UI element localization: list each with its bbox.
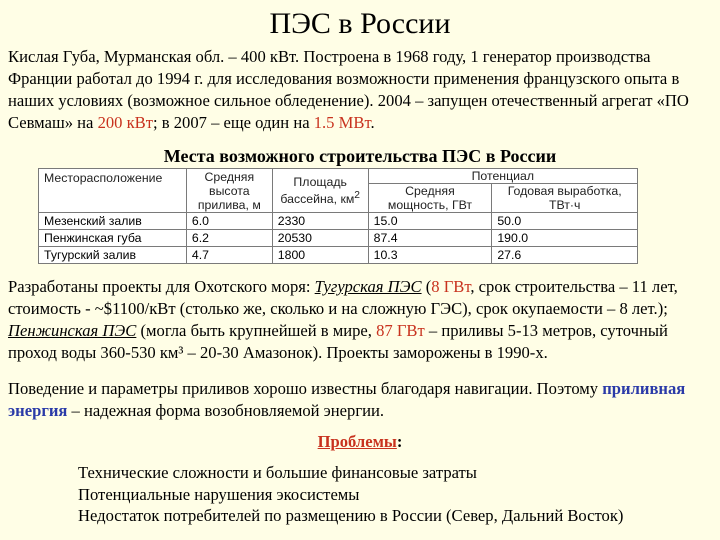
intro-value-200kw: 200 кВт [97, 113, 153, 132]
page-title: ПЭС в России [269, 7, 451, 40]
tidal-energy-term: приливная энергия [8, 379, 686, 420]
cell-height: 4.7 [186, 247, 272, 264]
penzh-power-value: 87 ГВт [376, 321, 425, 340]
okhotsk-text-2: ( [421, 277, 432, 296]
tugur-power-value: 8 ГВт [431, 277, 471, 296]
okhotsk-text-3: , срок строительства – 11 лет, стоимость - ~$1100/кВт (столько же, сколько и на сложную ГЭС), срок окупаемости – 8 лет.); [8, 277, 678, 318]
intro-text-2: ; в 2007 – еще один на [152, 113, 314, 132]
intro-paragraph [8, 46, 714, 134]
intro-text-1: Кислая Губа, Мурманская обл. – 400 кВт. Построена в 1968 году, 1 генератор производства Франции работал до 1994 г. для исследования возможности применения французского опыта в наших условиях (возможное сильное обледенение). 2004 – запущен отечественный агрегат «ПО Севмаш» на [8, 47, 689, 132]
list-item: Потенциальные нарушения экосистемы [78, 484, 360, 504]
tides-text-2: – надежная форма возобновляемой энергии. [67, 401, 385, 420]
cell-height: 6.2 [186, 230, 272, 247]
list-item: Недостаток потребителей по размещению в России (Север, Дальний Восток) [78, 506, 624, 525]
problems-label: Проблемы [317, 432, 397, 451]
cell-height: 6.0 [186, 213, 272, 230]
problems-list [78, 462, 623, 527]
sites-table [38, 168, 638, 264]
header-annual-output: Годовая выработка, ТВт·ч [492, 184, 638, 213]
problems-colon: : [396, 432, 403, 451]
okhotsk-text-5: – приливы 5-13 метров, суточный проход воды 360-530 км³ – 20-30 Амазонок). Проекты заморожены в 1990-х. [8, 321, 668, 362]
cell-power: 87.4 [368, 230, 492, 247]
list-item: Технические сложности и большие финансовые затраты [78, 463, 477, 482]
cell-power: 15.0 [368, 213, 492, 230]
header-avg-height: Средняя высота прилива, м [186, 169, 272, 213]
table-row [39, 213, 638, 230]
okhotsk-paragraph [8, 276, 714, 364]
header-location: Месторасположение [39, 169, 187, 213]
okhotsk-text-1: Разработаны проекты для Охотского моря: [8, 277, 315, 296]
cell-location: Тугурский залив [39, 247, 187, 264]
cell-output: 190.0 [492, 230, 638, 247]
cell-location: Пенжинская губа [39, 230, 187, 247]
header-area-sup: 2 [354, 189, 360, 201]
intro-value-1-5mw: 1.5 МВт [313, 113, 371, 132]
cell-area: 20530 [272, 230, 368, 247]
header-area [272, 169, 368, 213]
cell-output: 50.0 [492, 213, 638, 230]
cell-area: 1800 [272, 247, 368, 264]
cell-output: 27.6 [492, 247, 638, 264]
okhotsk-text-4: (могла быть крупнейшей в мире, [136, 321, 377, 340]
tugur-project-name: Тугурская ПЭС [314, 277, 422, 296]
penzh-project-name: Пенжинская ПЭС [8, 321, 137, 340]
header-area-label: Площадь бассейна, км [280, 174, 355, 207]
tides-text-1: Поведение и параметры приливов хорошо известны благодаря навигации. Поэтому [8, 379, 603, 398]
intro-text-3: . [370, 113, 375, 132]
cell-area: 2330 [272, 213, 368, 230]
table-title: Места возможного строительства ПЭС в России [163, 146, 557, 166]
problems-heading [0, 431, 720, 453]
cell-location: Мезенский залив [39, 213, 187, 230]
header-potential: Потенциал [368, 169, 637, 184]
table-row [39, 247, 638, 264]
cell-power: 10.3 [368, 247, 492, 264]
header-avg-power: Средняя мощность, ГВт [368, 184, 492, 213]
tides-paragraph [8, 378, 714, 422]
table-row [39, 230, 638, 247]
